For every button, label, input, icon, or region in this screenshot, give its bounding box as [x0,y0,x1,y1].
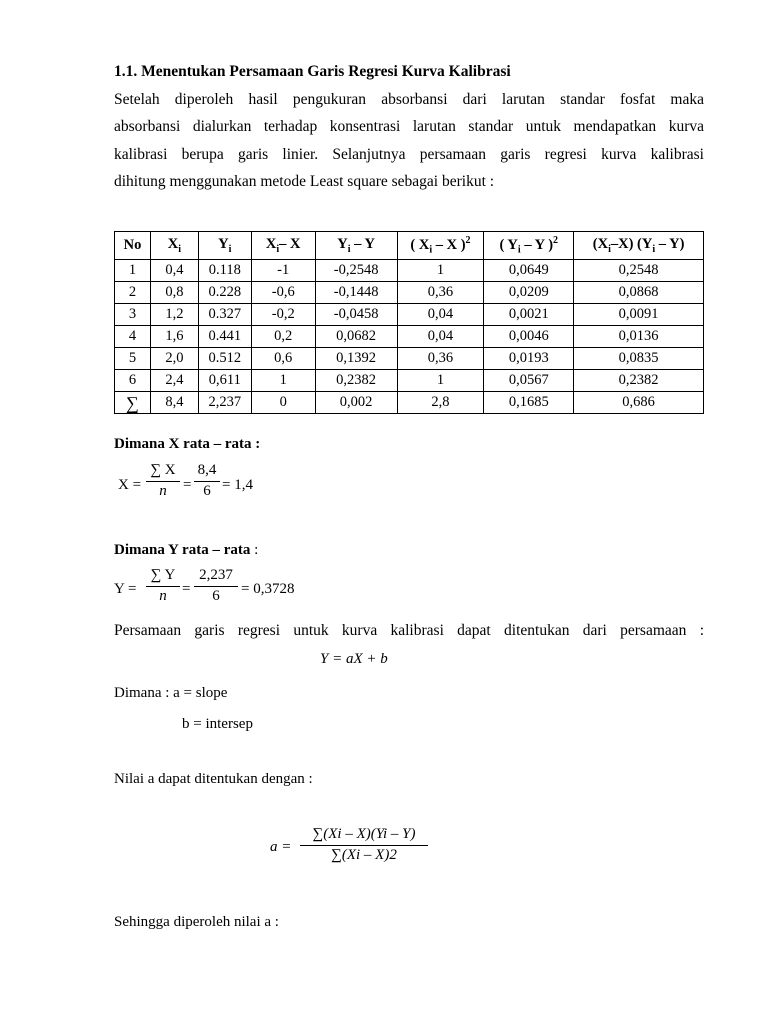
slope-definition: Dimana : a = slope [114,685,228,701]
table-cell: 1 [115,260,151,282]
y-mean-label [114,542,258,559]
intro-line: absorbansi dialurkan terhadap konsentrasi larutan standar untuk mendapatkan kurva [114,118,704,136]
table-cell: 0,6 [251,348,315,370]
table-cell: 0,0193 [484,348,574,370]
table-sum-cell: 2,8 [397,392,484,414]
table-cell: 0.512 [198,348,251,370]
table-sum-cell: 2,237 [198,392,251,414]
col-header-xi-minus-x: $X_i-$ X [251,232,315,260]
table-body [115,260,704,414]
y-mean-label-rest: : [250,542,259,558]
col-header-xi-minus-x-sq: ( $X_i$ – X )$^2$ [397,232,484,260]
y-mean-num1: ∑ Y [146,567,180,587]
table-cell: -0,0458 [315,304,397,326]
x-mean-num1: ∑ X [146,462,180,482]
col-no-text: No [123,237,142,253]
table-cell: -0,1448 [315,282,397,304]
table-row [115,282,704,304]
table-cell: 0,36 [397,348,484,370]
table-cell: 6 [115,370,151,392]
section-heading: 1.1. Menentukan Persamaan Garis Regresi Kurva Kalibrasi [114,63,511,80]
table-cell: 0.327 [198,304,251,326]
x-mean-den1: n [159,483,167,499]
table-cell: 2 [115,282,151,304]
table-cell: 1,6 [150,326,198,348]
y-mean-fraction-2 [194,567,238,605]
table-cell: 1 [251,370,315,392]
table-cell: 1 [397,370,484,392]
table-row [115,348,704,370]
table-cell: 0,0567 [484,370,574,392]
x-mean-lhs: X = [118,477,142,493]
y-mean-lhs: Y = [114,581,137,597]
x-mean-fraction-1 [146,462,180,500]
table-cell: 0,4 [150,260,198,282]
least-square-table [114,231,704,414]
table-cell: 0,1392 [315,348,397,370]
table-cell: 0,36 [397,282,484,304]
table-cell: 0,0682 [315,326,397,348]
table-cell: 0,0091 [574,304,704,326]
table-cell: 2,4 [150,370,198,392]
slope-denominator: ∑(Xi – X)2 [331,847,397,863]
table-cell: 0,611 [198,370,251,392]
table-cell: 0.118 [198,260,251,282]
table-cell: 0,0136 [574,326,704,348]
table-cell: -0,6 [251,282,315,304]
table-cell: 5 [115,348,151,370]
table-cell: 0,2382 [574,370,704,392]
table-cell: 0,0209 [484,282,574,304]
closing-sentence: Sehingga diperoleh nilai a : [114,914,279,930]
table-cell: 2,0 [150,348,198,370]
slope-lhs: a = [270,839,292,855]
intro-line: kalibrasi berupa garis linier. Selanjutnya persamaan garis regresi kurva kalibrasi [114,145,704,163]
slope-intro: Nilai a dapat ditentukan dengan : [114,771,313,787]
col-header-yi-minus-y-sq: ( $Y_i$ – Y )$^2$ [484,232,574,260]
table-cell: 1 [397,260,484,282]
table-row [115,326,704,348]
y-mean-num2: 2,237 [194,567,238,587]
table-cell: 0,04 [397,326,484,348]
table-sum-row [115,392,704,414]
table-cell: 0,04 [397,304,484,326]
table-cell: 0,0868 [574,282,704,304]
x-mean-eq1: = [183,477,192,493]
table-cell: 4 [115,326,151,348]
y-mean-result: = 0,3728 [241,581,295,597]
x-mean-den2: 6 [203,483,211,499]
x-mean-fraction-2 [194,462,220,500]
slope-numerator: ∑(Xi – X)(Yi – Y) [300,826,428,846]
regression-equation: Y = aX + b [320,651,388,667]
table-sum-cell: 0,002 [315,392,397,414]
table-cell: 0,0046 [484,326,574,348]
table-cell: 3 [115,304,151,326]
table-cell: 0.228 [198,282,251,304]
table-cell: -1 [251,260,315,282]
table-cell: -0,2 [251,304,315,326]
x-mean-label [114,436,260,453]
table-row [115,370,704,392]
table-cell: 0,0649 [484,260,574,282]
col-header-product: $(X_i-X)$ $(Y_i - Y)$ [574,232,704,260]
intro-line: Setelah diperoleh hasil pengukuran absorbansi dari larutan standar fosfat maka [114,91,704,108]
y-mean-den2: 6 [212,588,220,604]
x-mean-num2: 8,4 [194,462,220,482]
table-cell: 0,2382 [315,370,397,392]
table-cell: 0,2548 [574,260,704,282]
sum-symbol: ∑ [115,392,151,414]
col-header-no [115,232,151,260]
table-row [115,260,704,282]
y-mean-label-bold: Dimana Y rata – rata [114,542,251,558]
table-header-row [115,232,704,260]
table-cell: 0.441 [198,326,251,348]
col-header-xi: $X_i$ [150,232,198,260]
table-cell: 0,8 [150,282,198,304]
table-cell: 0,2 [251,326,315,348]
regression-sentence: Persamaan garis regresi untuk kurva kalibrasi dapat ditentukan dari persamaan : [114,622,704,639]
intro-line: dihitung menggunakan metode Least square sebagai berikut : [114,173,495,191]
table-cell: 0,0835 [574,348,704,370]
x-mean-result: = 1,4 [222,477,253,493]
slope-fraction [300,826,428,864]
x-mean-label-text: Dimana X rata – rata : [114,436,261,452]
intro-paragraph [114,86,704,196]
intercept-definition: b = intersep [182,716,253,732]
table-row [115,304,704,326]
table-cell: 1,2 [150,304,198,326]
col-header-yi-minus-y: $Y_i$ – Y [315,232,397,260]
table-cell: -0,2548 [315,260,397,282]
table-sum-cell: 0 [251,392,315,414]
y-mean-eq1: = [182,581,191,597]
table-sum-cell: 0,1685 [484,392,574,414]
table-sum-cell: 8,4 [150,392,198,414]
table-sum-cell: 0,686 [574,392,704,414]
table-cell: 0,0021 [484,304,574,326]
y-mean-den1: n [159,588,167,604]
y-mean-fraction-1 [146,567,180,605]
col-header-yi: $Y_i$ [198,232,251,260]
